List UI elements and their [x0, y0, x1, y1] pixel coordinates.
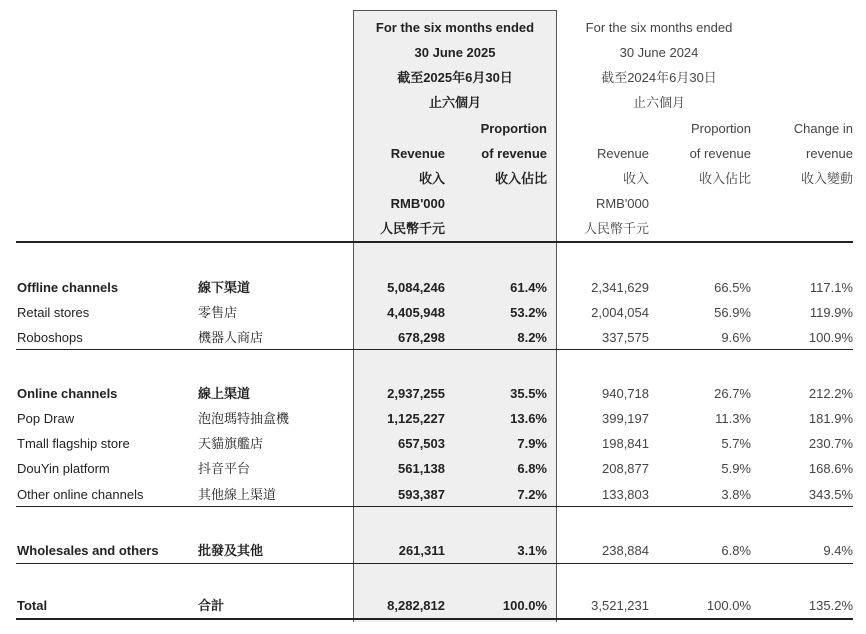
- proportion-header-prior-2: of revenue: [689, 146, 751, 161]
- row-9-label-zh: 合計: [198, 598, 225, 613]
- row-1-revenue-2025: 4,405,948: [387, 305, 445, 320]
- prior-period-line-3: 截至2024年6月30日: [601, 70, 717, 85]
- row-2-label-zh: 機器人商店: [198, 330, 264, 345]
- row-4-change-in-revenue: 181.9%: [808, 411, 853, 426]
- row-9-label-en: Total: [17, 598, 48, 613]
- row-6-revenue-2025: 561,138: [398, 461, 445, 476]
- row-4-label-en: Pop Draw: [17, 411, 75, 426]
- row-6-proportion-2024: 5.9%: [721, 461, 751, 476]
- section-rule-3: [16, 563, 853, 564]
- row-2-revenue-2024: 337,575: [602, 330, 649, 345]
- row-5-revenue-2025: 657,503: [398, 436, 445, 451]
- prior-period-line-4: 止六個月: [632, 95, 686, 110]
- row-1-revenue-2024: 2,004,054: [591, 305, 649, 320]
- row-8-label-zh: 批發及其他: [198, 543, 264, 558]
- section-rule-2: [16, 506, 853, 507]
- current-period-line-1: For the six months ended: [375, 20, 535, 35]
- row-1-label-en: Retail stores: [17, 305, 90, 320]
- row-7-change-in-revenue: 343.5%: [808, 487, 853, 502]
- row-1-proportion-2024: 56.9%: [714, 305, 751, 320]
- revenue-unit-current-zh: 人民幣千元: [379, 221, 445, 236]
- row-9-proportion-2025: 100.0%: [502, 598, 547, 613]
- row-5-proportion-2024: 5.7%: [721, 436, 751, 451]
- row-6-label-en: DouYin platform: [17, 461, 110, 476]
- proportion-header-prior-zh: 收入佔比: [698, 171, 751, 186]
- row-6-revenue-2024: 208,877: [602, 461, 649, 476]
- row-2-proportion-2024: 9.6%: [721, 330, 751, 345]
- row-5-label-zh: 天貓旗艦店: [198, 436, 264, 451]
- revenue-unit-current: RMB'000: [390, 196, 445, 211]
- row-8-proportion-2025: 3.1%: [517, 543, 547, 558]
- row-5-proportion-2025: 7.9%: [517, 436, 547, 451]
- row-2-revenue-2025: 678,298: [398, 330, 445, 345]
- revenue-header-current-zh: 收入: [418, 171, 445, 186]
- revenue-header-prior-zh: 收入: [622, 171, 649, 186]
- row-3-proportion-2024: 26.7%: [714, 386, 751, 401]
- proportion-header-current-1: Proportion: [480, 121, 547, 136]
- bottom-rule: [16, 618, 853, 620]
- row-3-revenue-2024: 940,718: [602, 386, 649, 401]
- row-2-label-en: Roboshops: [17, 330, 83, 345]
- row-0-proportion-2025: 61.4%: [510, 280, 547, 295]
- row-9-proportion-2024: 100.0%: [706, 598, 751, 613]
- change-header-zh: 收入變動: [800, 171, 853, 186]
- row-7-proportion-2024: 3.8%: [721, 487, 751, 502]
- row-3-label-en: Online channels: [17, 386, 118, 401]
- row-6-label-zh: 抖音平台: [198, 461, 251, 476]
- row-5-label-en: Tmall flagship store: [17, 436, 130, 451]
- row-1-label-zh: 零售店: [198, 305, 238, 320]
- header-rule: [16, 241, 853, 243]
- row-0-change-in-revenue: 117.1%: [809, 280, 853, 295]
- row-8-revenue-2024: 238,884: [602, 543, 649, 558]
- revenue-header-current: Revenue: [390, 146, 445, 161]
- row-8-revenue-2025: 261,311: [398, 543, 445, 558]
- row-4-label-zh: 泡泡瑪特抽盒機: [198, 411, 290, 426]
- row-0-label-en: Offline channels: [17, 280, 119, 295]
- row-3-revenue-2025: 2,937,255: [387, 386, 445, 401]
- revenue-unit-prior: RMB'000: [595, 196, 649, 211]
- change-header-2: revenue: [806, 146, 853, 161]
- current-period-line-2: 30 June 2025: [414, 45, 496, 60]
- row-0-label-zh: 線下渠道: [198, 280, 251, 295]
- row-8-proportion-2024: 6.8%: [721, 543, 751, 558]
- row-7-proportion-2025: 7.2%: [517, 487, 547, 502]
- row-8-change-in-revenue: 9.4%: [823, 543, 853, 558]
- row-6-change-in-revenue: 168.6%: [808, 461, 853, 476]
- row-0-proportion-2024: 66.5%: [714, 280, 751, 295]
- row-8-label-en: Wholesales and others: [17, 543, 159, 558]
- prior-period-line-2: 30 June 2024: [619, 45, 699, 60]
- row-7-revenue-2024: 133,803: [602, 487, 649, 502]
- row-2-change-in-revenue: 100.9%: [808, 330, 853, 345]
- row-4-revenue-2024: 399,197: [602, 411, 649, 426]
- prior-period-line-1: For the six months ended: [585, 20, 733, 35]
- row-7-label-zh: 其他線上渠道: [198, 487, 277, 502]
- row-5-change-in-revenue: 230.7%: [808, 436, 853, 451]
- proportion-header-current-zh: 收入佔比: [494, 171, 547, 186]
- row-9-change-in-revenue: 135.2%: [808, 598, 853, 613]
- row-4-proportion-2025: 13.6%: [510, 411, 547, 426]
- row-1-change-in-revenue: 119.9%: [809, 305, 853, 320]
- current-period-line-4: 止六個月: [428, 95, 482, 110]
- row-3-label-zh: 線上渠道: [198, 386, 251, 401]
- row-7-revenue-2025: 593,387: [398, 487, 445, 502]
- row-7-label-en: Other online channels: [17, 487, 144, 502]
- section-rule-1: [16, 349, 853, 350]
- row-3-change-in-revenue: 212.2%: [808, 386, 853, 401]
- row-3-proportion-2025: 35.5%: [510, 386, 547, 401]
- row-4-revenue-2025: 1,125,227: [387, 411, 445, 426]
- current-period-line-3: 截至2025年6月30日: [397, 70, 513, 85]
- change-header-1: Change in: [793, 121, 853, 136]
- row-5-revenue-2024: 198,841: [602, 436, 649, 451]
- proportion-header-current-2: of revenue: [481, 146, 547, 161]
- row-0-revenue-2025: 5,084,246: [387, 280, 445, 295]
- row-4-proportion-2024: 11.3%: [715, 411, 751, 426]
- row-9-revenue-2025: 8,282,812: [387, 598, 445, 613]
- row-1-proportion-2025: 53.2%: [510, 305, 547, 320]
- row-6-proportion-2025: 6.8%: [517, 461, 547, 476]
- revenue-header-prior: Revenue: [596, 146, 649, 161]
- row-9-revenue-2024: 3,521,231: [591, 598, 649, 613]
- row-2-proportion-2025: 8.2%: [517, 330, 547, 345]
- revenue-unit-prior-zh: 人民幣千元: [583, 221, 649, 236]
- proportion-header-prior-1: Proportion: [691, 121, 751, 136]
- row-0-revenue-2024: 2,341,629: [591, 280, 649, 295]
